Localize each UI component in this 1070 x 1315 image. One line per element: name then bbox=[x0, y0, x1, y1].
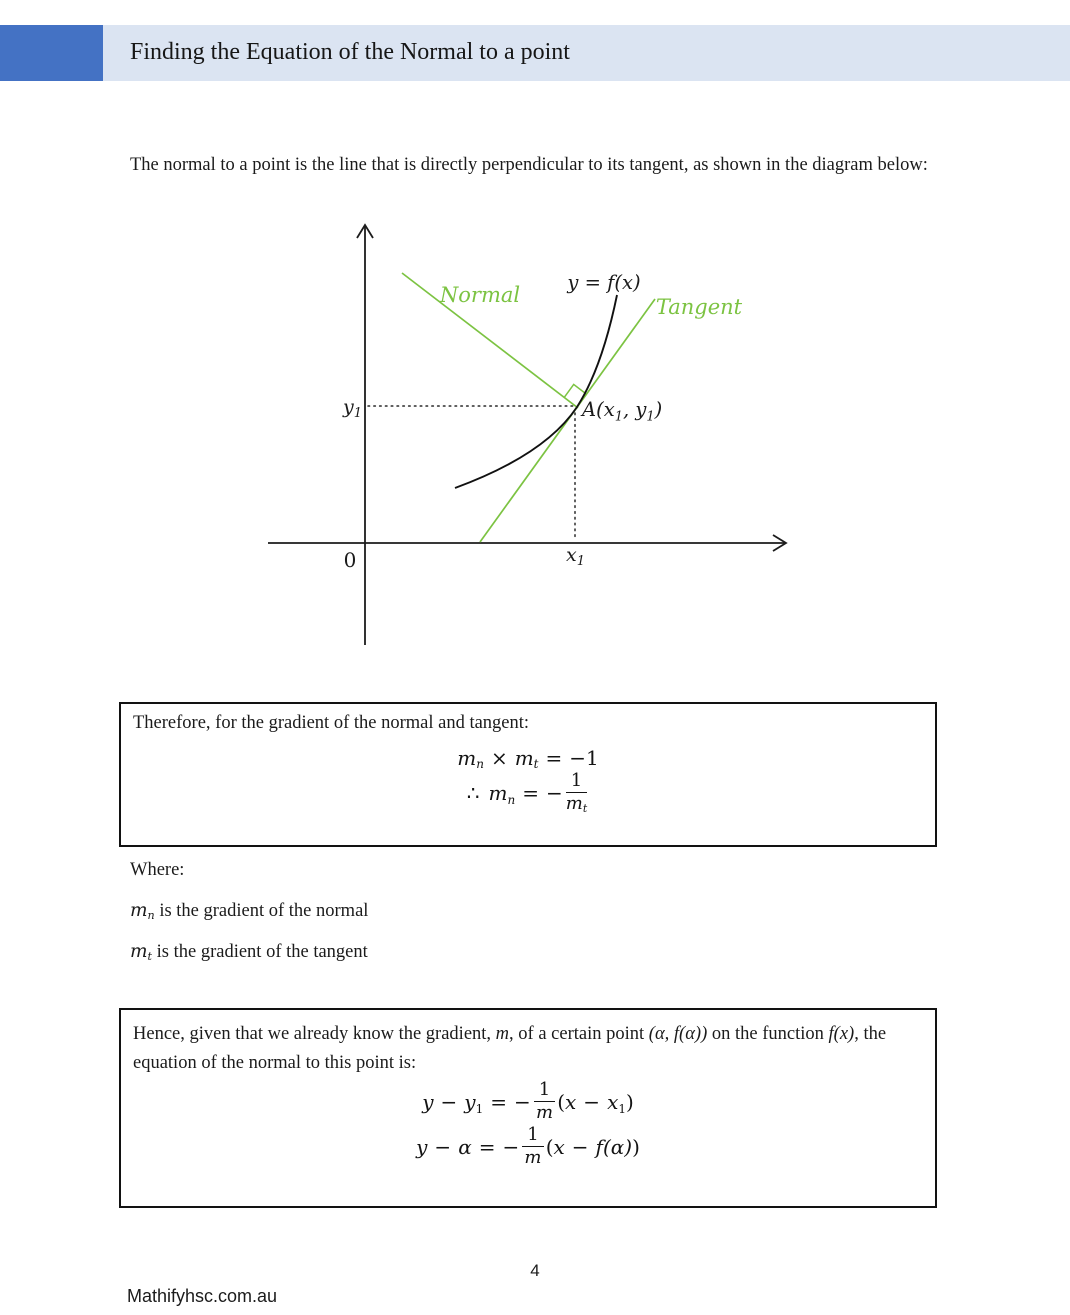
origin-label: 0 bbox=[343, 548, 357, 572]
where-label: Where: bbox=[130, 860, 185, 880]
normal-tangent-diagram bbox=[240, 210, 820, 660]
site-name: Mathifyhsc.com.au bbox=[127, 1286, 278, 1306]
curve-path bbox=[455, 295, 617, 488]
where-section bbox=[130, 858, 368, 981]
gradient-relation-lead: Therefore, for the gradient of the normal and tangent: bbox=[133, 713, 530, 733]
page-number: 4 bbox=[530, 1261, 540, 1280]
y1-axis-label: $y_1$ bbox=[342, 396, 362, 421]
normal-equation-lead: Hence, given that we already know the gradient, m, of a certain point (α, f(α)) on the function f(x), the equation of the normal to this point is: bbox=[133, 1024, 887, 1073]
normal-label: Normal bbox=[439, 283, 521, 307]
equation-normal-gradient: ∴ $m_n$ = − $\frac{1}{m_t}$ bbox=[466, 770, 588, 816]
where-item-normal: $m_n$ is the gradient of the normal bbox=[130, 900, 369, 923]
header-accent-block bbox=[0, 25, 103, 81]
page-title: Finding the Equation of the Normal to a point bbox=[130, 39, 570, 65]
tangent-label: Tangent bbox=[655, 295, 743, 319]
x1-axis-label: $x_1$ bbox=[566, 544, 585, 569]
curve-label: y = f(x) bbox=[567, 271, 641, 294]
header-banner bbox=[103, 25, 1070, 81]
equation-point-slope: $y - y_1$ = − $\frac{1}{m}$ $(x - x_1)$ bbox=[422, 1079, 634, 1124]
point-a-label: $A(x_1$, $y_1$) bbox=[582, 398, 663, 425]
gradient-relation-box bbox=[119, 702, 937, 847]
normal-equation-box bbox=[119, 1008, 937, 1208]
equation-alpha-form: y − α = − $\frac{1}{m}$ (x − f(α)) bbox=[416, 1124, 640, 1169]
intro-paragraph: The normal to a point is the line that is directly perpendicular to its tangent, as shown in the diagram below: bbox=[130, 154, 928, 175]
equation-product: $m_n \times m_t = -1$ bbox=[457, 746, 599, 772]
where-item-tangent: $m_t$ is the gradient of the tangent bbox=[130, 941, 368, 964]
